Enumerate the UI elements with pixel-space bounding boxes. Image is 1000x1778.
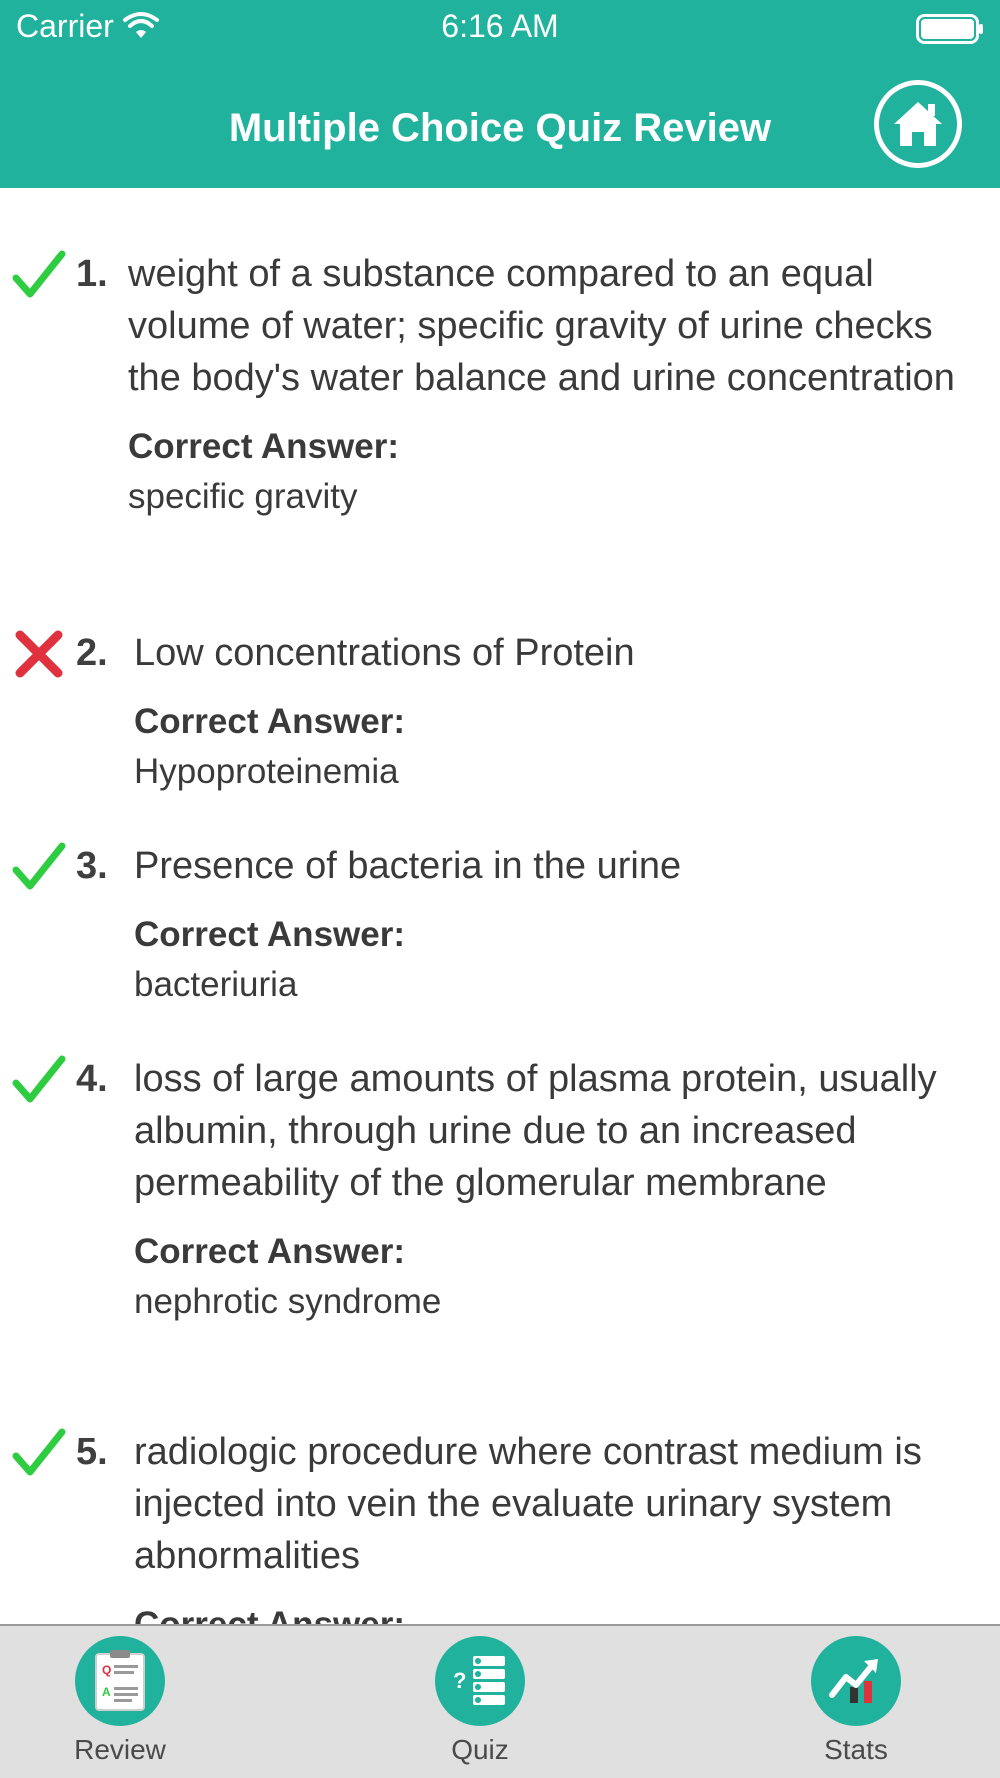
correct-answer: nephrotic syndrome	[134, 1282, 442, 1321]
question-text: Low concentrations of Protein	[134, 632, 635, 674]
question-text: Presence of bacteria in the urine	[134, 845, 682, 887]
review-list[interactable]	[0, 188, 1000, 1624]
question-number: 4.	[76, 1058, 108, 1100]
question-text: weight of a substance compared to an equal volume of water; specific gravity of urine checks the body's water balance and urine concentration	[128, 253, 955, 399]
correct-answer-label: Correct Answer:	[134, 915, 405, 954]
question-body	[134, 627, 994, 797]
quiz-list-icon	[451, 1652, 509, 1710]
stats-chart-icon	[828, 1655, 884, 1707]
svg-text:?: ?	[453, 1668, 467, 1693]
tab-review[interactable]	[30, 1626, 210, 1778]
correct-answer: specific gravity	[128, 477, 358, 516]
home-icon	[890, 98, 946, 150]
carrier-label: Carrier	[16, 8, 114, 44]
tab-label: Review	[74, 1734, 166, 1765]
tab-quiz[interactable]	[390, 1626, 570, 1778]
correct-answer-label: Correct Answer:	[128, 427, 399, 466]
tab-label: Quiz	[451, 1734, 509, 1765]
quiz-tab-icon-circle	[435, 1636, 525, 1726]
question-number: 3.	[76, 845, 108, 887]
correct-answer: Hypoproteinemia	[134, 752, 399, 791]
question-number: 5.	[76, 1431, 108, 1473]
tab-label: Stats	[824, 1734, 888, 1765]
status-time: 6:16 AM	[441, 8, 559, 44]
question-body	[134, 1053, 994, 1327]
correct-answer: bacteriuria	[134, 965, 298, 1004]
tab-bar	[0, 1624, 1000, 1778]
question-body	[134, 840, 994, 1010]
checkmark-icon	[12, 1426, 66, 1480]
correct-answer-label: Correct Answer:	[134, 702, 405, 741]
question-text: loss of large amounts of plasma protein, usually albumin, through urine due to an increased permeability of the glomerular membrane	[134, 1058, 937, 1204]
question-number: 1.	[76, 253, 108, 295]
header	[0, 0, 1000, 188]
battery-icon	[916, 14, 984, 44]
correct-answer-label: Correct Answer:	[134, 1232, 405, 1271]
status-bar	[0, 0, 1000, 56]
page-title: Multiple Choice Quiz Review	[228, 106, 772, 150]
cross-icon	[12, 627, 66, 681]
checkmark-icon	[12, 840, 66, 894]
review-clipboard-icon	[94, 1650, 146, 1712]
home-button[interactable]	[874, 80, 962, 168]
svg-text:A: A	[102, 1685, 111, 1699]
review-tab-icon-circle	[75, 1636, 165, 1726]
checkmark-icon	[12, 1053, 66, 1107]
checkmark-icon	[12, 248, 66, 302]
svg-text:Q: Q	[102, 1663, 112, 1677]
question-body	[134, 1426, 994, 1650]
question-body	[128, 248, 988, 522]
stats-tab-icon-circle	[811, 1636, 901, 1726]
question-text: radiologic procedure where contrast medium is injected into vein the evaluate urinary system abnormalities	[134, 1431, 922, 1577]
question-number: 2.	[76, 632, 108, 674]
tab-stats[interactable]	[766, 1626, 946, 1778]
